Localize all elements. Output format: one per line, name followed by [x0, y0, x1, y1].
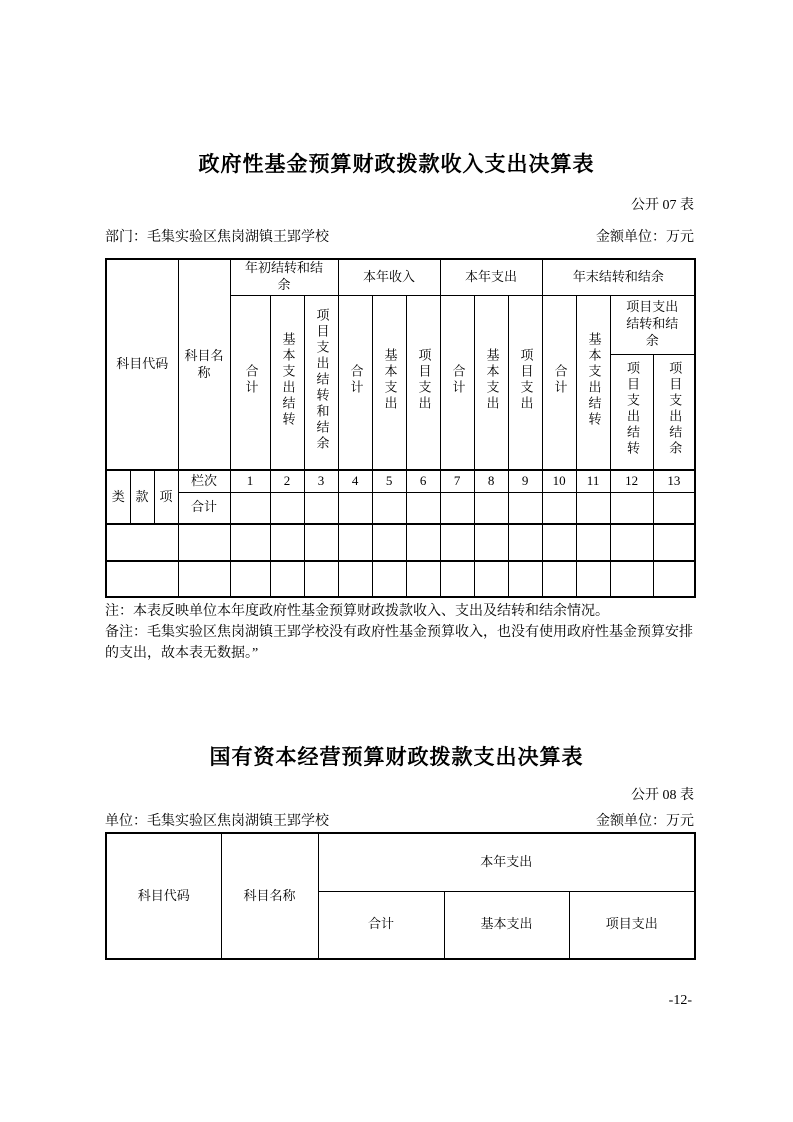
- data-cell: [610, 524, 653, 561]
- data-cell: [338, 524, 372, 561]
- table2-title: 国有资本经营预算财政拨款支出决算表: [209, 746, 584, 769]
- data-cell: [338, 492, 372, 524]
- col-number-cell: 9: [508, 470, 542, 492]
- group-end-year-balance: 年末结转和结余: [542, 259, 695, 295]
- data-cell: [576, 561, 610, 597]
- group-current-year-expense: 本年支出: [440, 259, 542, 295]
- table1-notes: [105, 601, 694, 664]
- subgroup-end-project-balance: 项目支出结转和结余: [610, 295, 695, 354]
- data-cell: [372, 524, 406, 561]
- col-number-cell: 5: [372, 470, 406, 492]
- col-number-cell: 10: [542, 470, 576, 492]
- data-cell: [576, 492, 610, 524]
- col-number-cell: 4: [338, 470, 372, 492]
- data-cell: [653, 524, 695, 561]
- total-row-label: 合计: [178, 492, 230, 524]
- col-end-total: 合计: [542, 295, 576, 470]
- group-current-year-income: 本年收入: [338, 259, 440, 295]
- data-cell: [270, 492, 304, 524]
- col-number-cell: 1: [230, 470, 270, 492]
- page-content: [105, 0, 694, 1122]
- table1-title: 政府性基金预算财政拨款收入支出决算表: [198, 153, 595, 176]
- data-cell: [270, 561, 304, 597]
- table2-meta-row: [105, 810, 694, 830]
- data-cell: [230, 524, 270, 561]
- data-cell: [542, 492, 576, 524]
- data-cell: [372, 561, 406, 597]
- col-number-cell: 3: [304, 470, 338, 492]
- group-begin-year-balance: 年初结转和结余: [230, 259, 338, 295]
- data-cell: [508, 524, 542, 561]
- table1-department-label: 部门：毛集实验区焦岗湖镇王郢学校: [105, 230, 329, 245]
- col-expense-total: 合计: [440, 295, 474, 470]
- data-cell: [474, 492, 508, 524]
- col-income-basic: 基本支出: [372, 295, 406, 470]
- col-end-basic-carryover: 基本支出结转: [576, 295, 610, 470]
- col-expense-basic: 基本支出: [444, 891, 569, 959]
- gov-fund-budget-table: [105, 258, 696, 598]
- data-cell: [270, 524, 304, 561]
- table1-meta-row: [105, 226, 694, 246]
- table2-public-no: 公开 08 表: [631, 788, 694, 803]
- table1-note-text: 注：本表反映单位本年度政府性基金预算财政拨款收入、支出及结转和结余情况。: [105, 604, 609, 619]
- data-cell: [304, 524, 338, 561]
- col-number-cell: 13: [653, 470, 695, 492]
- data-cell: [304, 492, 338, 524]
- data-cell: [610, 561, 653, 597]
- code-section-header: 款: [130, 470, 154, 524]
- data-cell: [440, 524, 474, 561]
- data-cell: [474, 524, 508, 561]
- data-cell: [542, 561, 576, 597]
- col-begin-total: 合计: [230, 295, 270, 470]
- data-cell: [653, 561, 695, 597]
- data-cell: [542, 524, 576, 561]
- data-cell: [508, 561, 542, 597]
- data-cell: [230, 561, 270, 597]
- data-cell: [106, 524, 178, 561]
- col-number-cell: 11: [576, 470, 610, 492]
- col-number-cell: 7: [440, 470, 474, 492]
- col-expense-project: 项目支出: [569, 891, 695, 959]
- code-item-header: 项: [154, 470, 178, 524]
- data-cell: [106, 561, 178, 597]
- col-begin-project-balance: 项目支出结转和结余: [304, 295, 338, 470]
- col-expense-project: 项目支出: [508, 295, 542, 470]
- data-cell: [372, 492, 406, 524]
- col-number-cell: 12: [610, 470, 653, 492]
- col-number-cell: 8: [474, 470, 508, 492]
- page-number: -12-: [668, 993, 692, 1008]
- data-cell: [474, 561, 508, 597]
- data-cell: [610, 492, 653, 524]
- table2-unit-name-label: 单位：毛集实验区焦岗湖镇王郢学校: [105, 814, 329, 829]
- col-expense-basic: 基本支出: [474, 295, 508, 470]
- data-cell: [508, 492, 542, 524]
- col-number-cell: 6: [406, 470, 440, 492]
- table1-remark-text: 备注：毛集实验区焦岗湖镇王郢学校没有政府性基金预算收入，也没有使用政府性基金预算安排的支出，故本表无数据。”: [105, 625, 693, 661]
- subject-name-header: 科目名称: [178, 259, 230, 470]
- state-capital-budget-table: [105, 832, 696, 960]
- data-cell: [406, 524, 440, 561]
- data-cell: [406, 561, 440, 597]
- table2-unit-label: 金额单位：万元: [596, 814, 694, 829]
- data-cell: [576, 524, 610, 561]
- col-income-project: 项目支出: [406, 295, 440, 470]
- col-end-project-carryover: 项目支出结转: [610, 354, 653, 470]
- subject-code-header: 科目代码: [106, 259, 178, 470]
- data-cell: [440, 561, 474, 597]
- col-income-total: 合计: [338, 295, 372, 470]
- col-begin-basic-carryover: 基本支出结转: [270, 295, 304, 470]
- rank-row-label: 栏次: [178, 470, 230, 492]
- group-current-year-expense: 本年支出: [318, 833, 695, 891]
- table1-public-no: 公开 07 表: [631, 198, 694, 213]
- col-expense-total: 合计: [318, 891, 444, 959]
- data-cell: [178, 561, 230, 597]
- data-cell: [178, 524, 230, 561]
- data-cell: [338, 561, 372, 597]
- data-cell: [653, 492, 695, 524]
- data-cell: [304, 561, 338, 597]
- subject-code-header: 科目代码: [106, 833, 221, 959]
- code-class-header: 类: [106, 470, 130, 524]
- data-cell: [230, 492, 270, 524]
- data-cell: [440, 492, 474, 524]
- subject-name-header: 科目名称: [221, 833, 318, 959]
- col-end-project-surplus: 项目支出结余: [653, 354, 695, 470]
- col-number-cell: 2: [270, 470, 304, 492]
- data-cell: [406, 492, 440, 524]
- table1-unit-label: 金额单位：万元: [596, 230, 694, 245]
